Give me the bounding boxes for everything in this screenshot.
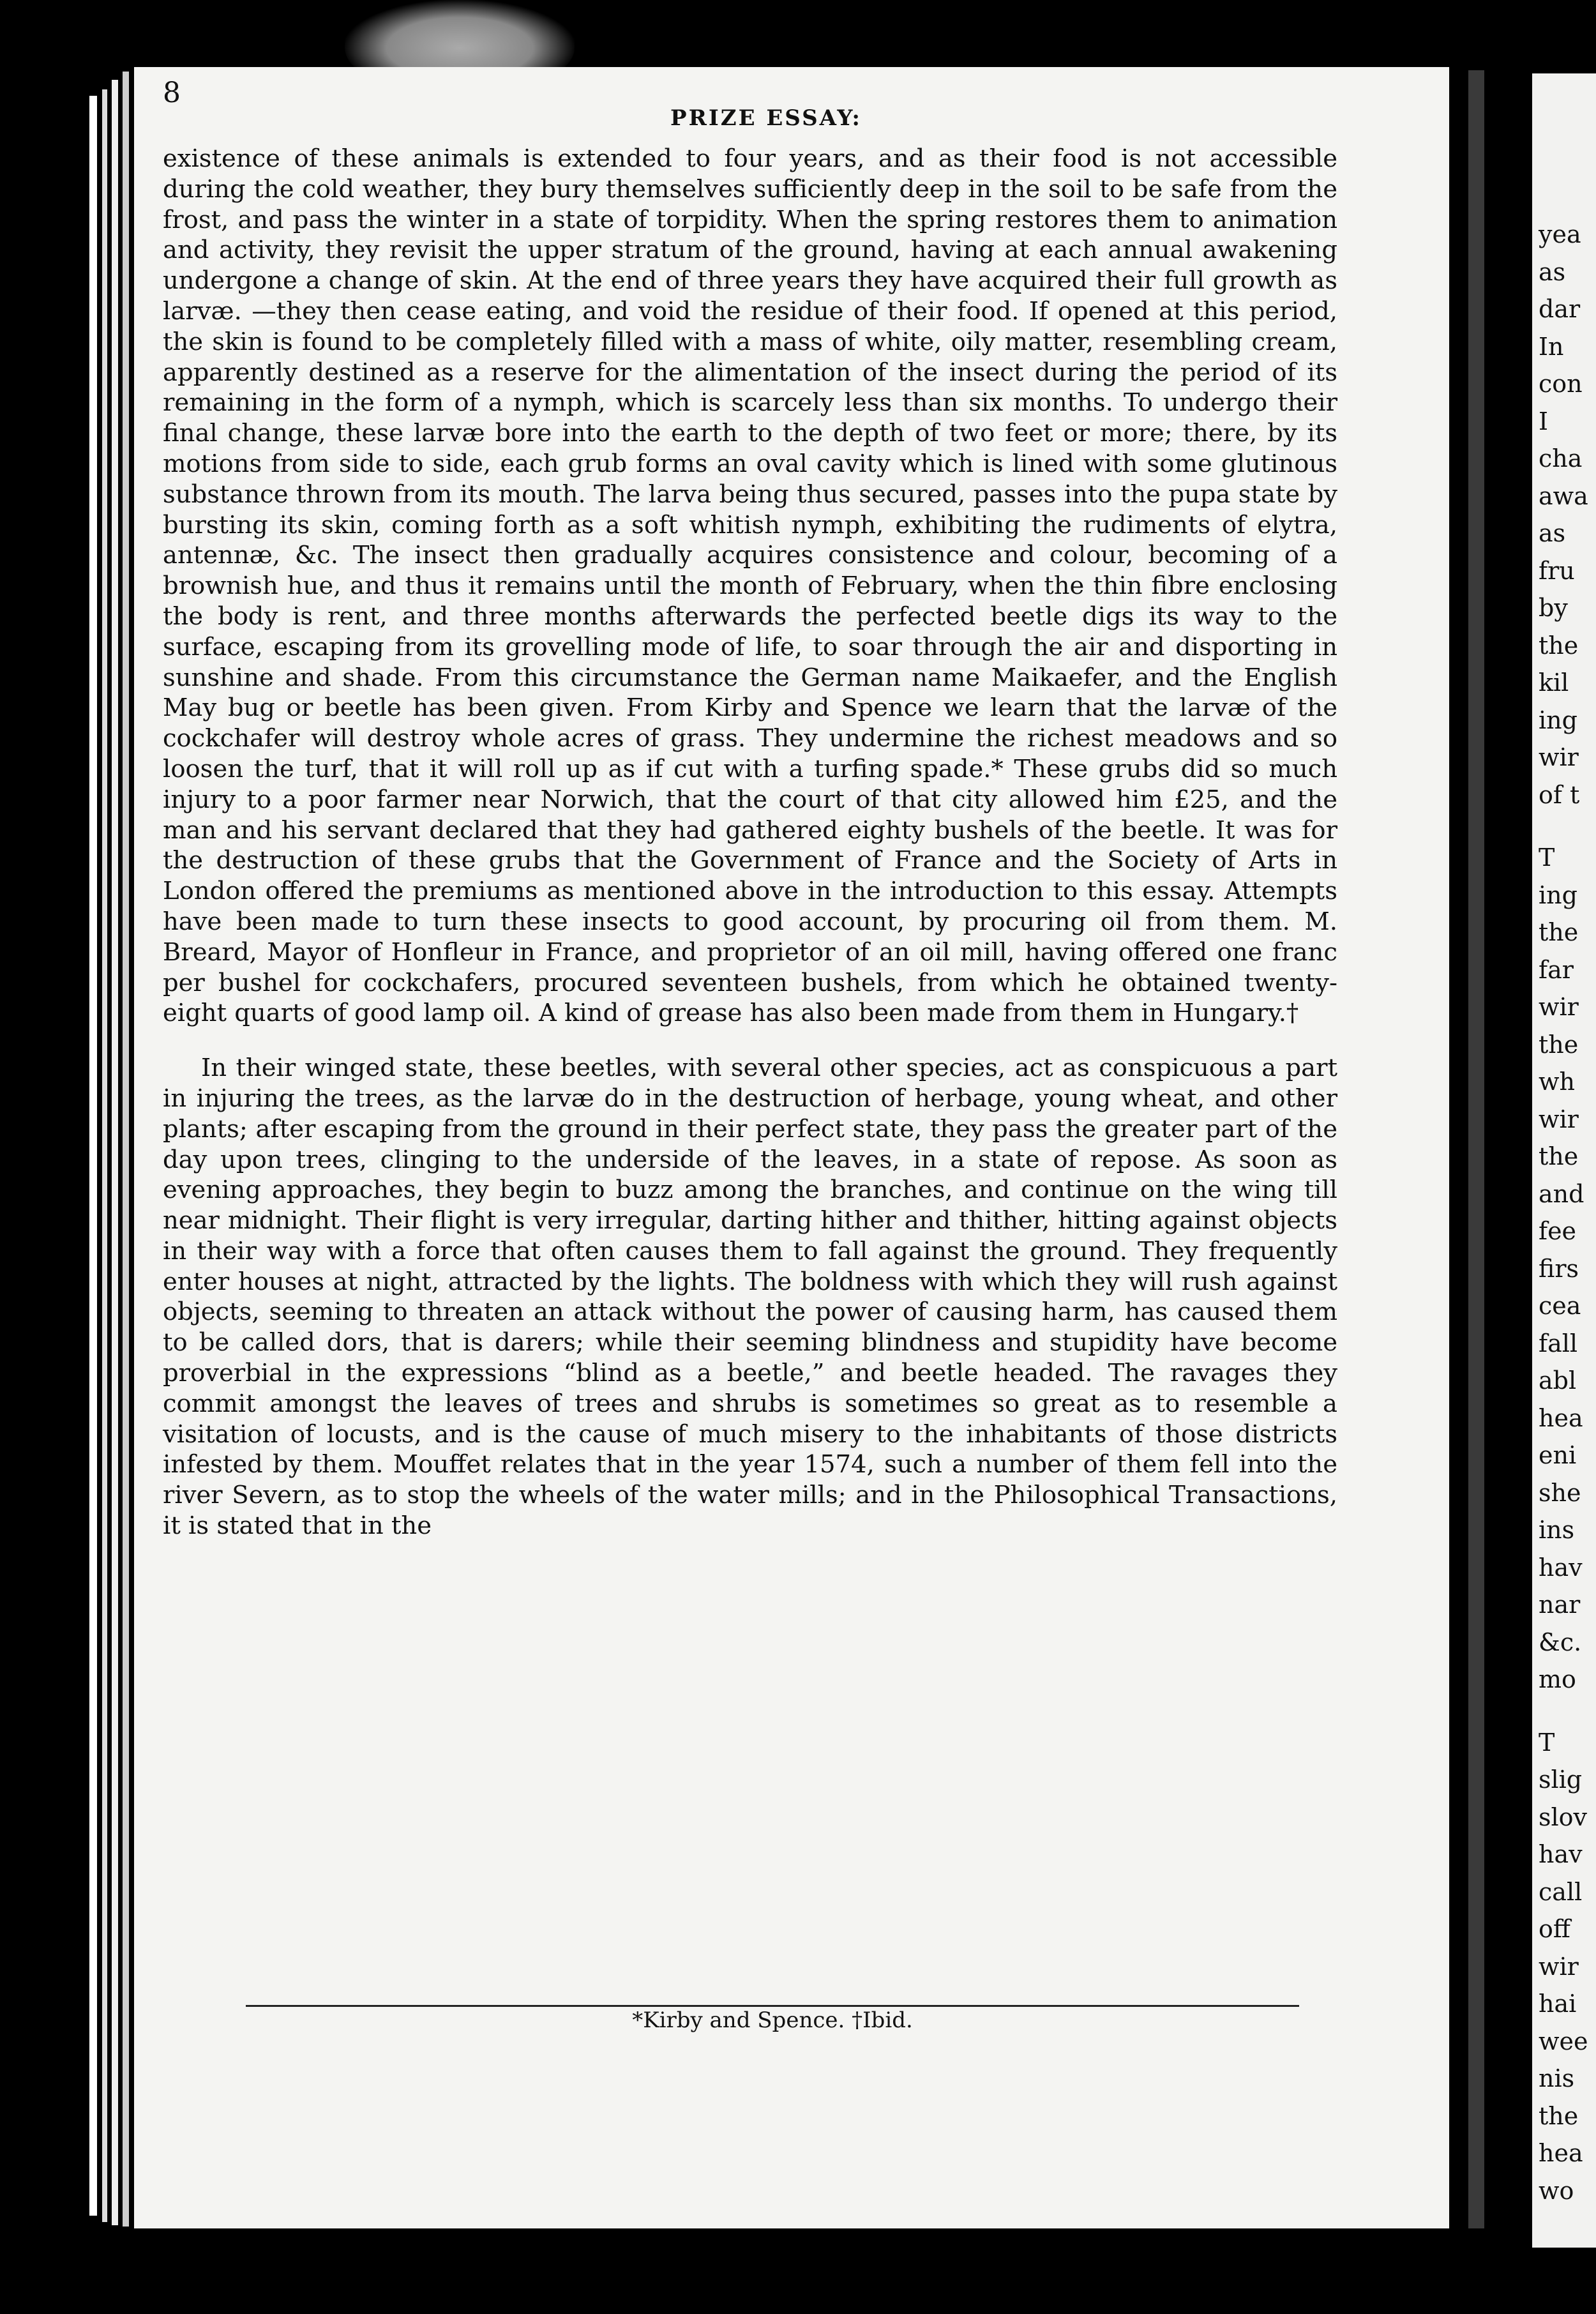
page-edge xyxy=(89,96,97,2216)
facing-page-text-fragment: off xyxy=(1539,1915,1570,1943)
footnote-rule xyxy=(246,2005,1299,2007)
facing-page-text-fragment: awa xyxy=(1539,481,1588,510)
facing-page-text-fragment: T xyxy=(1539,843,1555,872)
facing-page-text-fragment: fall xyxy=(1539,1329,1578,1357)
facing-page-text-fragment: nar xyxy=(1539,1591,1581,1619)
page-edge xyxy=(102,89,107,2222)
facing-page-text-fragment: T xyxy=(1539,1728,1555,1757)
facing-page-text-fragment: far xyxy=(1539,955,1574,984)
facing-page-text-fragment: hea xyxy=(1539,2139,1583,2167)
facing-page-text-fragment: hea xyxy=(1539,1403,1583,1432)
facing-page-text-fragment: cea xyxy=(1539,1292,1581,1320)
facing-page-text-fragment: yea xyxy=(1539,220,1581,248)
facing-page-text-fragment: wir xyxy=(1539,1105,1579,1133)
facing-page-text-fragment: cha xyxy=(1539,444,1583,473)
page-edge xyxy=(123,72,129,2227)
facing-page-text-fragment: she xyxy=(1539,1478,1581,1507)
facing-page-text-fragment: ing xyxy=(1539,706,1577,734)
facing-page-text-fragment: eni xyxy=(1539,1441,1577,1469)
paragraph: In their winged state, these beetles, with several other species, act as conspicuous a part in injuring the trees, as the larvæ do in the destruction of herbage, young wheat, and other plants; after escaping from the ground in their perfect state, they pass the greater part of the day upon trees, clinging to the underside of the leaves, in a state of repose. As soon as evening approaches, they begin to buzz among the branches, and continue on the wing till near midnight. Their flight is very irregular, darting hither and thither, hitting against objects in their way with a force that often causes them to fall against the ground. They frequently enter houses at night, attracted by the lights. The boldness with which they will rush against objects, seeming to threaten an attack without the power of causing harm, has caused them to be called dors, that is darers; while their seeming blindness and stupidity have become proverbial in the expressions “blind as a beetle,” and beetle headed. The ravages they commit amongst the leaves of trees and shrubs is sometimes so great as to resemble a visitation of locusts, and is the cause of much misery to the inhabitants of those districts infested by them. Mouffet relates that in the year 1574, such a number of them fell into the river Severn, as to stop the wheels of the water mills; and in the Philosophical Transactions, it is stated that in the xyxy=(163,1054,1337,1541)
facing-page-text-fragment: In xyxy=(1539,332,1564,361)
facing-page-text-fragment: abl xyxy=(1539,1366,1577,1395)
facing-page-text-fragment: wee xyxy=(1539,2027,1588,2055)
facing-page-text-fragment: nis xyxy=(1539,2064,1575,2092)
running-head: PRIZE ESSAY: xyxy=(670,105,862,131)
facing-page-text-fragment: as xyxy=(1539,257,1566,286)
facing-page-text-fragment: the xyxy=(1539,2101,1579,2130)
gutter xyxy=(1449,64,1532,2254)
footnotes: *Kirby and Spence. †Ibid. xyxy=(632,2008,913,2033)
facing-page-text-fragment: wh xyxy=(1539,1068,1575,1096)
facing-page-text-fragment: call xyxy=(1539,1877,1583,1906)
facing-page-text-fragment: wir xyxy=(1539,1952,1579,1981)
gutter-shadow xyxy=(1468,70,1484,2228)
facing-page-text-fragment: wir xyxy=(1539,743,1579,771)
facing-page-text-fragment: I xyxy=(1539,407,1549,435)
facing-page-text-fragment: ins xyxy=(1539,1516,1575,1544)
facing-page-text-fragment: slig xyxy=(1539,1766,1583,1794)
facing-page-text-fragment: the xyxy=(1539,631,1579,660)
facing-page-text-fragment: the xyxy=(1539,918,1579,946)
facing-page-text-fragment: kil xyxy=(1539,669,1569,697)
page-number: 8 xyxy=(163,77,181,109)
facing-page-text-fragment: the xyxy=(1539,1030,1579,1059)
facing-page-text-fragment: ing xyxy=(1539,881,1577,909)
facing-page-text-fragment: wir xyxy=(1539,993,1579,1021)
body-text xyxy=(163,144,1337,1541)
facing-page-text-fragment: by xyxy=(1539,594,1568,622)
facing-page-fragment xyxy=(1532,73,1596,2248)
page-edge xyxy=(112,80,118,2225)
facing-page-text-fragment: dar xyxy=(1539,295,1581,323)
facing-page-text-fragment: wo xyxy=(1539,2176,1574,2205)
facing-page-text-fragment: con xyxy=(1539,370,1583,398)
facing-page-text-fragment: slov xyxy=(1539,1803,1587,1831)
facing-page-text-fragment: &c. xyxy=(1539,1628,1582,1656)
facing-page-text-fragment: mo xyxy=(1539,1665,1576,1693)
facing-page-text-fragment: firs xyxy=(1539,1254,1579,1283)
paragraph: existence of these animals is extended to four years, and as their food is not accessible during the cold weather, they bury themselves sufficiently deep in the soil to be safe from the frost, and pass the winter in a state of torpidity. When the spring restores them to animation and activity, they revisit the upper stratum of the ground, having at each annual awakening undergone a change of skin. At the end of three years they have acquired their full growth as larvæ. —they then cease eating, and void the residue of their food. If opened at this period, the skin is found to be completely filled with a mass of white, oily matter, resembling cream, apparently destined as a reserve for the alimentation of the insect during the period of its remaining in the form of a nymph, which is scarcely less than six months. To undergo their final change, these larvæ bore into the earth to the depth of two feet or more; there, by its motions from side to side, each grub forms an oval cavity which is lined with some glutinous substance thrown from its mouth. The larva being thus secured, passes into the pupa state by bursting its skin, coming forth as a soft whitish nymph, exhibiting the rudiments of elytra, antennæ, &c. The insect then gradually acquires consistence and colour, becoming of a brownish hue, and thus it remains until the month of February, when the thin fibre enclosing the body is rent, and three months afterwards the perfected beetle digs its way to the surface, escaping from its grovelling mode of life, to soar through the air and disporting in sunshine and shade. From this circumstance the German name Maikaefer, and the English May bug or beetle has been given. From Kirby and Spence we learn that the larvæ of the cockchafer will destroy whole acres of grass. They undermine the richest meadows and so loosen the turf, that it will roll up as if cut with a turfing spade.* These grubs did so much injury to a poor farmer near Norwich, that the court of that city allowed him £25, and the man and his servant declared that they had gathered eighty bushels of the beetle. It was for the destruction of these grubs that the Government of France and the Society of Arts in London offered the premiums as mentioned above in the introduction to this essay. Attempts have been made to turn these insects to good account, by procuring oil from them. M. Breard, Mayor of Honfleur in France, and proprietor of an oil mill, having offered one franc per bushel for cockchafers, procured seventeen bushels, from which he obtained twenty-eight quarts of good lamp oil. A kind of grease has also been made from them in Hungary.† xyxy=(163,144,1337,1028)
facing-page-text-fragment: fru xyxy=(1539,556,1575,585)
facing-page-text-fragment: hav xyxy=(1539,1840,1583,1868)
facing-page-text-fragment: fee xyxy=(1539,1217,1577,1245)
facing-page-text-fragment: the xyxy=(1539,1142,1579,1170)
facing-page-text-fragment: and xyxy=(1539,1179,1585,1208)
facing-page-text-fragment: hai xyxy=(1539,1990,1577,2018)
facing-page-text-fragment: hav xyxy=(1539,1553,1583,1582)
facing-page-text-fragment: of t xyxy=(1539,780,1580,809)
facing-page-text-fragment: as xyxy=(1539,519,1566,547)
